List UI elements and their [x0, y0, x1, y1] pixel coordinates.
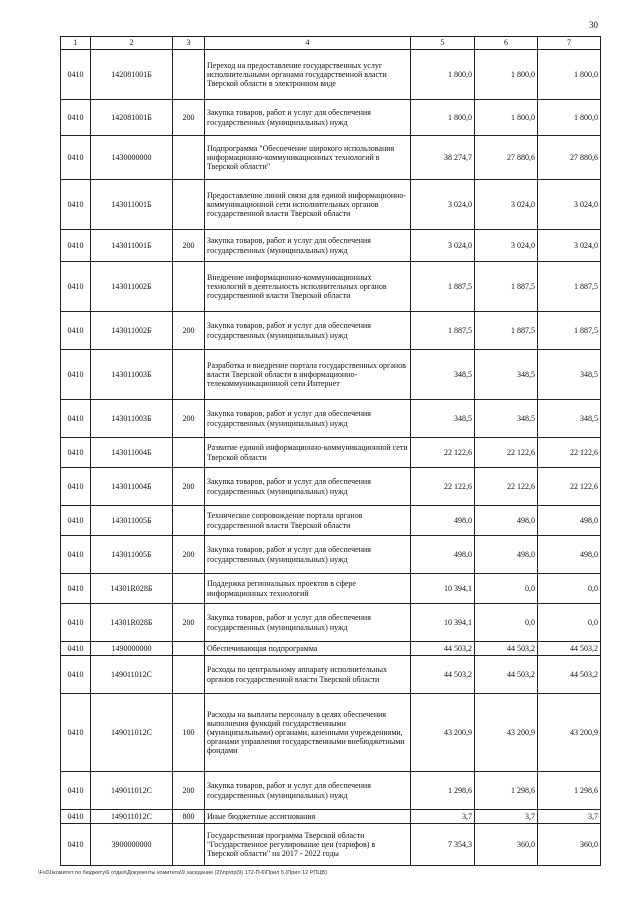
table-row: [61, 230, 601, 262]
section-code-cell: 0410: [61, 574, 91, 604]
amount-col7-cell: 1 800,0: [538, 50, 601, 100]
amount-col6-cell: 3,7: [475, 810, 538, 824]
target-article-cell: 3900000000: [91, 824, 173, 866]
target-article-cell: 14301R028Б: [91, 574, 173, 604]
target-article-cell: 143011001Б: [91, 180, 173, 230]
amount-col6-cell: 44 503,2: [475, 642, 538, 656]
amount-col7-cell: 1 800,0: [538, 100, 601, 136]
expense-type-cell: [173, 656, 205, 694]
section-code-cell: 0410: [61, 50, 91, 100]
expense-type-cell: 800: [173, 810, 205, 824]
expense-type-cell: 200: [173, 400, 205, 438]
budget-table-body: [61, 37, 601, 866]
target-article-cell: 143011004Б: [91, 438, 173, 468]
expense-type-cell: [173, 136, 205, 180]
amount-col7-cell: 498,0: [538, 506, 601, 536]
expense-type-cell: [173, 438, 205, 468]
item-name-cell: Государственная программа Тверской области "Государственное регулирование цен (тарифов) в Тверской области" на 2017 - 2022 годы: [205, 824, 411, 866]
amount-col5-cell: 1 887,5: [411, 262, 475, 312]
amount-col6-cell: 348,5: [475, 350, 538, 400]
amount-col6-cell: 498,0: [475, 506, 538, 536]
amount-col5-cell: 44 503,2: [411, 642, 475, 656]
amount-col6-cell: 27 880,6: [475, 136, 538, 180]
section-code-cell: 0410: [61, 180, 91, 230]
table-row: [61, 100, 601, 136]
target-article-cell: 149011012С: [91, 810, 173, 824]
section-code-cell: 0410: [61, 656, 91, 694]
amount-col7-cell: 498,0: [538, 536, 601, 574]
item-name-cell: Закупка товаров, работ и услуг для обеспечения государственных (муниципальных) нужд: [205, 772, 411, 810]
expense-type-cell: 200: [173, 312, 205, 350]
table-row: [61, 312, 601, 350]
target-article-cell: 1430000000: [91, 136, 173, 180]
table-row: [61, 468, 601, 506]
amount-col5-cell: 348,5: [411, 350, 475, 400]
table-row: [61, 694, 601, 772]
amount-col5-cell: 498,0: [411, 536, 475, 574]
target-article-cell: 143011005Б: [91, 506, 173, 536]
expense-type-cell: 200: [173, 772, 205, 810]
amount-col6-cell: 3 024,0: [475, 230, 538, 262]
section-code-cell: 0410: [61, 350, 91, 400]
amount-col5-cell: 38 274,7: [411, 136, 475, 180]
amount-col7-cell: 1 887,5: [538, 262, 601, 312]
amount-col7-cell: 44 503,2: [538, 642, 601, 656]
amount-col5-cell: 3 024,0: [411, 230, 475, 262]
expense-type-cell: [173, 506, 205, 536]
target-article-cell: 143011002Б: [91, 312, 173, 350]
item-name-cell: Внедрение информационно-коммуникационных технологий в деятельность исполнительных органов государственной власти Тверской области: [205, 262, 411, 312]
table-row: [61, 262, 601, 312]
item-name-cell: Закупка товаров, работ и услуг для обеспечения государственных (муниципальных) нужд: [205, 312, 411, 350]
file-path-footer: \Fs01\комитет по бюджету\6 отдел\Документы комитета\9 заседание (2)\пр\пр(9) 172-П-6\Прил 5 (Прил 12 РПЦВ): [38, 870, 327, 876]
target-article-cell: 143011005Б: [91, 536, 173, 574]
amount-col7-cell: 3,7: [538, 810, 601, 824]
amount-col7-cell: 1 298,6: [538, 772, 601, 810]
target-article-cell: 1490000000: [91, 642, 173, 656]
section-code-cell: 0410: [61, 136, 91, 180]
section-code-cell: 0410: [61, 642, 91, 656]
amount-col5-cell: 22 122,6: [411, 438, 475, 468]
table-row: [61, 810, 601, 824]
column-header: 2: [91, 37, 173, 50]
amount-col6-cell: 1 800,0: [475, 100, 538, 136]
target-article-cell: 143011003Б: [91, 350, 173, 400]
amount-col5-cell: 22 122,6: [411, 468, 475, 506]
amount-col7-cell: 3 024,0: [538, 180, 601, 230]
item-name-cell: Переход на предоставление государственных услуг исполнительными органами государственной власти Тверской области в электронном виде: [205, 50, 411, 100]
section-code-cell: 0410: [61, 400, 91, 438]
amount-col5-cell: 10 394,1: [411, 574, 475, 604]
amount-col5-cell: 3 024,0: [411, 180, 475, 230]
page-number: 30: [589, 20, 598, 30]
table-row: [61, 50, 601, 100]
amount-col6-cell: 0,0: [475, 604, 538, 642]
amount-col6-cell: 44 503,2: [475, 656, 538, 694]
column-header-row: [61, 37, 601, 50]
amount-col6-cell: 1 887,5: [475, 312, 538, 350]
amount-col5-cell: 7 354,3: [411, 824, 475, 866]
expense-type-cell: 100: [173, 694, 205, 772]
amount-col6-cell: 43 200,9: [475, 694, 538, 772]
column-header: 1: [61, 37, 91, 50]
section-code-cell: 0410: [61, 824, 91, 866]
amount-col6-cell: 1 800,0: [475, 50, 538, 100]
section-code-cell: 0410: [61, 312, 91, 350]
amount-col7-cell: 27 880,6: [538, 136, 601, 180]
item-name-cell: Закупка товаров, работ и услуг для обеспечения государственных (муниципальных) нужд: [205, 230, 411, 262]
item-name-cell: Закупка товаров, работ и услуг для обеспечения государственных (муниципальных) нужд: [205, 604, 411, 642]
table-row: [61, 350, 601, 400]
amount-col6-cell: 348,5: [475, 400, 538, 438]
table-row: [61, 772, 601, 810]
amount-col5-cell: 3,7: [411, 810, 475, 824]
item-name-cell: Предоставление линий связи для единой информационно-коммуникационной сети исполнительных органов государственной власти Тверской области: [205, 180, 411, 230]
expense-type-cell: 200: [173, 230, 205, 262]
amount-col6-cell: 1 887,5: [475, 262, 538, 312]
target-article-cell: 143011004Б: [91, 468, 173, 506]
table-row: [61, 604, 601, 642]
item-name-cell: Поддержка региональных проектов в сфере информационных технологий: [205, 574, 411, 604]
amount-col7-cell: 3 024,0: [538, 230, 601, 262]
amount-col7-cell: 22 122,6: [538, 438, 601, 468]
target-article-cell: 14301R028Б: [91, 604, 173, 642]
budget-table: [60, 36, 601, 866]
amount-col7-cell: 360,0: [538, 824, 601, 866]
table-row: [61, 574, 601, 604]
section-code-cell: 0410: [61, 438, 91, 468]
item-name-cell: Закупка товаров, работ и услуг для обеспечения государственных (муниципальных) нужд: [205, 100, 411, 136]
column-header: 4: [205, 37, 411, 50]
section-code-cell: 0410: [61, 100, 91, 136]
expense-type-cell: 200: [173, 468, 205, 506]
item-name-cell: Обеспечивающая подпрограмма: [205, 642, 411, 656]
target-article-cell: 142081001Б: [91, 50, 173, 100]
amount-col7-cell: 22 122,6: [538, 468, 601, 506]
section-code-cell: 0410: [61, 694, 91, 772]
section-code-cell: 0410: [61, 230, 91, 262]
table-row: [61, 642, 601, 656]
item-name-cell: Техническое сопровождение портала органов государственной власти Тверской области: [205, 506, 411, 536]
expense-type-cell: [173, 574, 205, 604]
amount-col5-cell: 44 503,2: [411, 656, 475, 694]
amount-col5-cell: 1 800,0: [411, 100, 475, 136]
expense-type-cell: [173, 642, 205, 656]
column-header: 7: [538, 37, 601, 50]
section-code-cell: 0410: [61, 468, 91, 506]
amount-col6-cell: 360,0: [475, 824, 538, 866]
expense-type-cell: [173, 50, 205, 100]
column-header: 3: [173, 37, 205, 50]
expense-type-cell: 200: [173, 536, 205, 574]
target-article-cell: 143011002Б: [91, 262, 173, 312]
item-name-cell: Разработка и внедрение портала государственных органов власти Тверской области в информационно-телекоммуникационной сети Интернет: [205, 350, 411, 400]
table-row: [61, 824, 601, 866]
table-row: [61, 136, 601, 180]
amount-col5-cell: 1 887,5: [411, 312, 475, 350]
amount-col5-cell: 498,0: [411, 506, 475, 536]
amount-col6-cell: 3 024,0: [475, 180, 538, 230]
expense-type-cell: [173, 350, 205, 400]
column-header: 5: [411, 37, 475, 50]
table-row: [61, 180, 601, 230]
amount-col7-cell: 43 200,9: [538, 694, 601, 772]
expense-type-cell: 200: [173, 604, 205, 642]
amount-col6-cell: 1 298,6: [475, 772, 538, 810]
amount-col6-cell: 0,0: [475, 574, 538, 604]
expense-type-cell: [173, 824, 205, 866]
target-article-cell: 143011003Б: [91, 400, 173, 438]
expense-type-cell: 200: [173, 100, 205, 136]
item-name-cell: Развитие единой информационно-коммуникационной сети Тверской области: [205, 438, 411, 468]
amount-col7-cell: 0,0: [538, 574, 601, 604]
section-code-cell: 0410: [61, 536, 91, 574]
table-row: [61, 506, 601, 536]
target-article-cell: 149011012С: [91, 694, 173, 772]
item-name-cell: Иные бюджетные ассигнования: [205, 810, 411, 824]
section-code-cell: 0410: [61, 262, 91, 312]
amount-col7-cell: 348,5: [538, 400, 601, 438]
table-row: [61, 656, 601, 694]
item-name-cell: Закупка товаров, работ и услуг для обеспечения государственных (муниципальных) нужд: [205, 536, 411, 574]
table-row: [61, 438, 601, 468]
table-row: [61, 536, 601, 574]
expense-type-cell: [173, 180, 205, 230]
amount-col7-cell: 348,5: [538, 350, 601, 400]
item-name-cell: Расходы по центральному аппарату исполнительных органов государственной власти Тверской области: [205, 656, 411, 694]
item-name-cell: Закупка товаров, работ и услуг для обеспечения государственных (муниципальных) нужд: [205, 400, 411, 438]
amount-col5-cell: 10 394,1: [411, 604, 475, 642]
section-code-cell: 0410: [61, 810, 91, 824]
amount-col5-cell: 43 200,9: [411, 694, 475, 772]
amount-col7-cell: 0,0: [538, 604, 601, 642]
section-code-cell: 0410: [61, 506, 91, 536]
item-name-cell: Расходы на выплаты персоналу в целях обеспечения выполнения функций государственными (муниципальными) органами, казенными учреждениями, органами управления государственными внебюджетными фондами: [205, 694, 411, 772]
item-name-cell: Закупка товаров, работ и услуг для обеспечения государственных (муниципальных) нужд: [205, 468, 411, 506]
target-article-cell: 149011012С: [91, 656, 173, 694]
table-row: [61, 400, 601, 438]
target-article-cell: 143011001Б: [91, 230, 173, 262]
target-article-cell: 149011012С: [91, 772, 173, 810]
target-article-cell: 142081001Б: [91, 100, 173, 136]
amount-col7-cell: 1 887,5: [538, 312, 601, 350]
section-code-cell: 0410: [61, 772, 91, 810]
column-header: 6: [475, 37, 538, 50]
amount-col7-cell: 44 503,2: [538, 656, 601, 694]
amount-col6-cell: 22 122,6: [475, 438, 538, 468]
item-name-cell: Подпрограмма "Обеспечение широкого использования информационно-коммуникационных технологий в Тверской области": [205, 136, 411, 180]
amount-col5-cell: 348,5: [411, 400, 475, 438]
amount-col6-cell: 22 122,6: [475, 468, 538, 506]
amount-col5-cell: 1 298,6: [411, 772, 475, 810]
section-code-cell: 0410: [61, 604, 91, 642]
amount-col5-cell: 1 800,0: [411, 50, 475, 100]
amount-col6-cell: 498,0: [475, 536, 538, 574]
expense-type-cell: [173, 262, 205, 312]
